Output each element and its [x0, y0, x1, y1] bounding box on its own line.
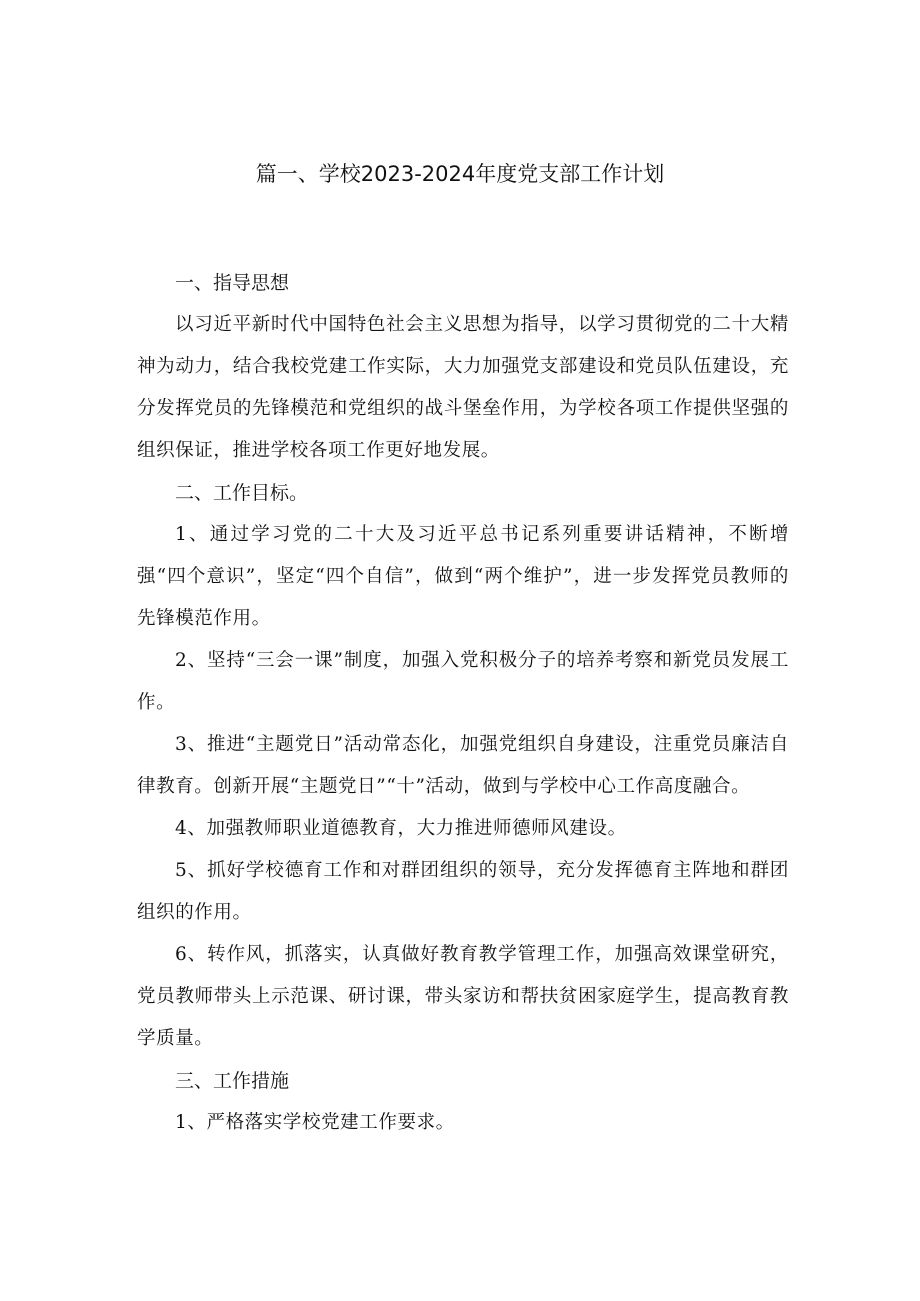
paragraph: 3、推进“主题党日”活动常态化，加强党组织自身建设，注重党员廉洁自律教育。创新开展“主题党日”“十”活动，做到与学校中心工作高度融合。 — [137, 734, 789, 797]
paragraph: 1、通过学习党的二十大及习近平总书记系列重要讲话精神，不断增强“四个意识”，坚定“四个自信”，做到“两个维护”，进一步发挥党员教师的先锋模范作用。 — [137, 524, 789, 629]
paragraph: 6、转作风，抓落实，认真做好教育教学管理工作，加强高效课堂研究，党员教师带头上示范课、研讨课，带头家访和帮扶贫困家庭学生，提高教育教学质量。 — [137, 944, 789, 1049]
paragraph: 5、抓好学校德育工作和对群团组织的领导，充分发挥德育主阵地和群团组织的作用。 — [137, 860, 789, 923]
section-work-goals — [137, 472, 789, 1060]
paragraph: 4、加强教师职业道德教育，大力推进师德师风建设。 — [175, 818, 627, 839]
section-heading: 一、指导思想 — [175, 272, 290, 294]
document-title: 篇一、学校2023-2024年度党支部工作计划 — [255, 162, 665, 186]
section-heading: 二、工作目标。 — [175, 482, 309, 504]
paragraph: 以习近平新时代中国特色社会主义思想为指导，以学习贯彻党的二十大精神为动力，结合我校党建工作实际，大力加强党支部建设和党员队伍建设，充分发挥党员的先锋模范和党组织的战斗堡垒作用，为学校各项工作提供坚强的组织保证，推进学校各项工作更好地发展。 — [137, 314, 789, 461]
document-body — [137, 262, 789, 1144]
section-guiding-ideology — [137, 262, 789, 472]
paragraph: 1、严格落实学校党建工作要求。 — [175, 1112, 455, 1133]
section-work-measures — [137, 1060, 789, 1144]
paragraph: 2、坚持“三会一课”制度，加强入党积极分子的培养考察和新党员发展工作。 — [137, 650, 789, 713]
section-heading: 三、工作措施 — [175, 1070, 290, 1092]
